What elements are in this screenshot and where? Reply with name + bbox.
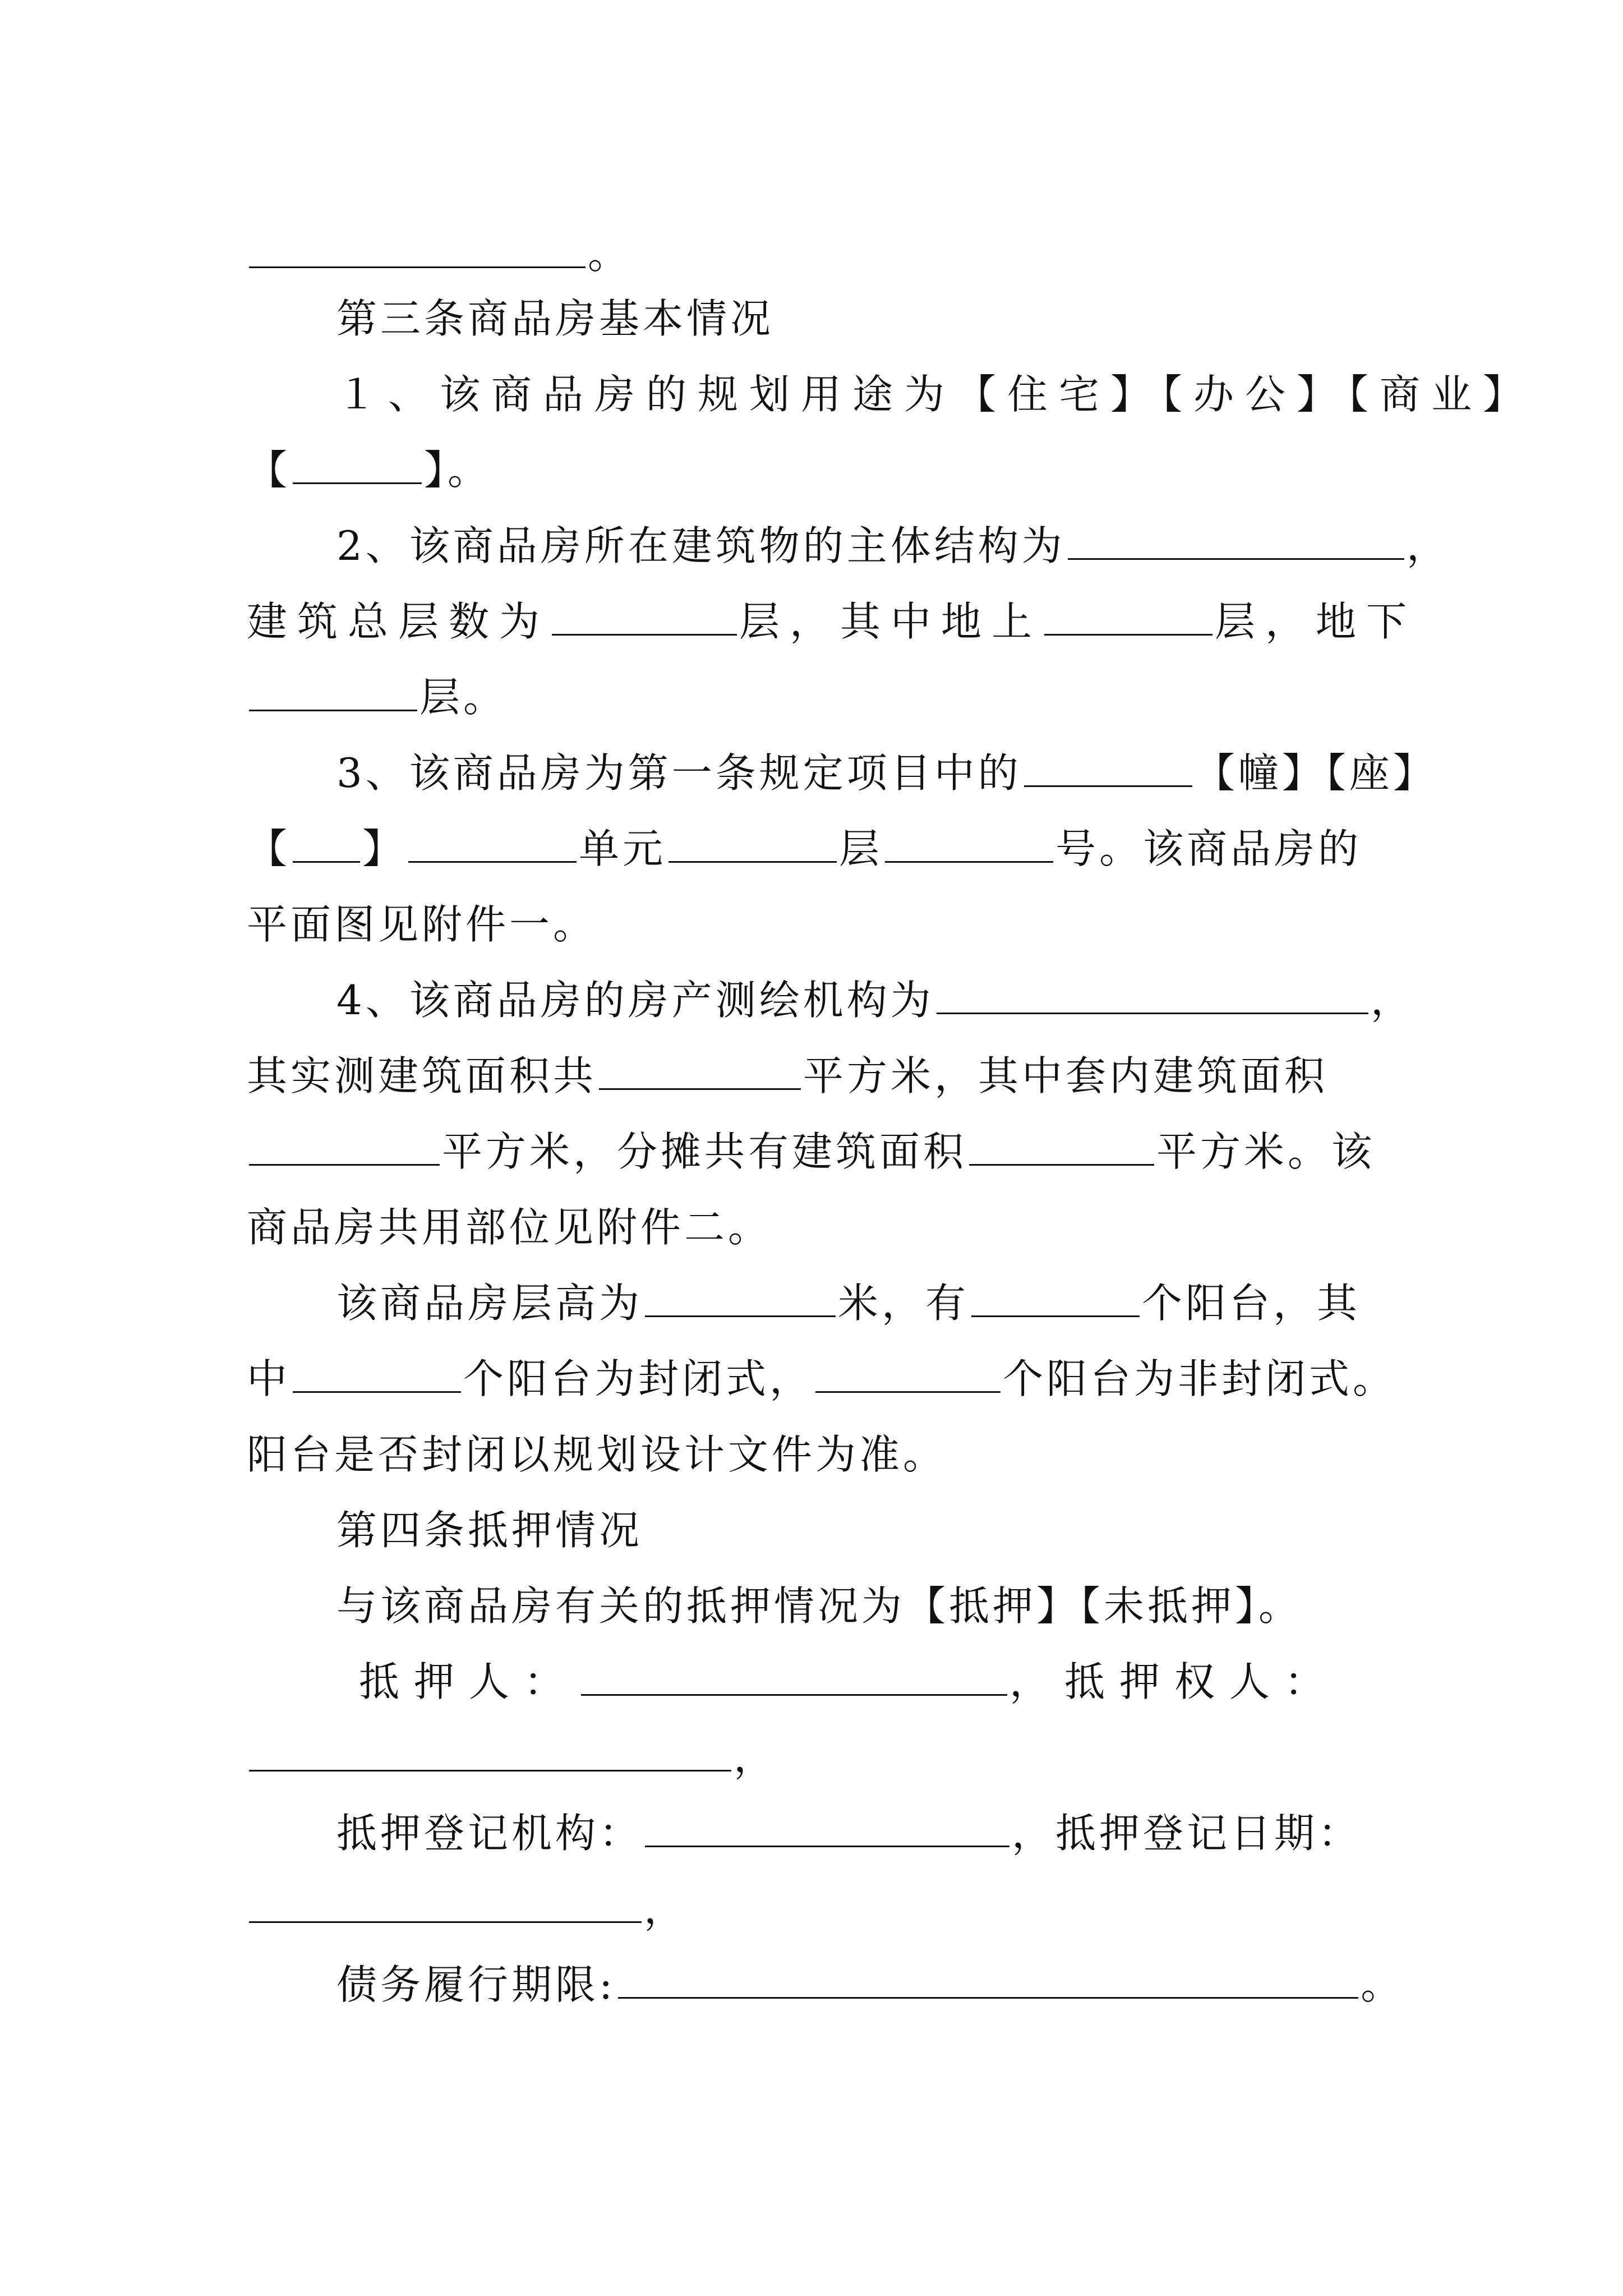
blank-field <box>645 1281 836 1317</box>
blank-field <box>293 448 422 484</box>
mortgage-registration <box>336 1808 1362 1858</box>
text-fragment: 【幢】【座】 <box>1194 749 1437 797</box>
blank-field <box>645 1811 1009 1847</box>
text-fragment: 层，其中地上 <box>739 598 1043 645</box>
blank-field <box>293 826 360 863</box>
clause-2-floors-cont <box>247 672 507 723</box>
blank-field <box>1044 599 1212 636</box>
text-fragment: 【 <box>247 447 291 494</box>
clause-1-usage-cont <box>247 445 491 495</box>
blank-field <box>581 1659 1007 1696</box>
text-fragment: 单元 <box>579 825 667 872</box>
text-fragment: ， <box>734 1734 778 1781</box>
text-fragment: 债务履行期限: <box>336 1961 616 2008</box>
text-fragment: 个阳台为非封闭式。 <box>1003 1355 1397 1402</box>
text-fragment: ，抵押权人： <box>1009 1658 1340 1705</box>
clause-3-floorplan: 平面图见附件一。 <box>247 901 597 948</box>
text-fragment: 】 <box>362 825 407 872</box>
blank-field <box>552 599 737 636</box>
text-fragment: 中 <box>247 1355 291 1402</box>
text-fragment: ， <box>1370 977 1414 1024</box>
clause-2-floors <box>247 596 1417 647</box>
text-fragment: 2、该商品房所在建筑物的主体结构为 <box>336 522 1066 569</box>
text-fragment: 3、该商品房为第一条规定项目中的 <box>336 749 1022 797</box>
clause-4-area <box>247 1051 1328 1101</box>
text-fragment: 个阳台，其 <box>1142 1280 1361 1327</box>
text-fragment: 建筑总层数为 <box>247 598 550 645</box>
text-fragment: ， <box>1406 522 1450 569</box>
text-fragment: ，抵押登记日期： <box>1012 1810 1362 1857</box>
text-fragment: 该商品房层高为 <box>336 1280 643 1327</box>
clause-4-shared-area <box>247 1126 1375 1177</box>
blank-field <box>1068 523 1404 560</box>
text-fragment: ， <box>644 1885 688 1932</box>
text-fragment: 平方米，分摊共有建筑面积 <box>442 1128 967 1175</box>
blank-field <box>249 1129 440 1166</box>
text-fragment: 【 <box>247 825 291 872</box>
text-fragment: 。 <box>588 231 632 278</box>
blank-field <box>971 1281 1140 1317</box>
section-heading-article-3: 第三条商品房基本情况 <box>336 295 774 342</box>
mortgagee-line <box>247 1732 777 1783</box>
text-fragment: 米，有 <box>838 1280 970 1327</box>
blank-field <box>599 1053 801 1090</box>
blank-field <box>937 978 1368 1014</box>
text-fragment: 抵押登记机构： <box>336 1810 643 1857</box>
debt-term <box>336 1959 1404 2010</box>
blank-field <box>249 675 417 711</box>
mortgage-parties <box>359 1657 1339 1707</box>
clause-3-location <box>336 748 1437 798</box>
text-fragment: 号。该商品房的 <box>1055 825 1362 872</box>
blank-field <box>249 232 585 268</box>
text-fragment: 个阳台为封闭式， <box>463 1355 814 1402</box>
text-fragment: 平方米，其中套内建筑面积 <box>803 1052 1329 1099</box>
clause-4-balcony <box>247 1354 1396 1404</box>
clause-4-common-parts: 商品房共用部位见附件二。 <box>247 1204 772 1251</box>
clause-3-unit <box>247 823 1362 874</box>
blank-field <box>885 826 1053 863</box>
text-fragment: 层 <box>839 825 883 872</box>
text-fragment: 层。 <box>419 674 508 721</box>
text-fragment: 】。 <box>424 447 492 494</box>
text-fragment: 4、该商品房的房产测绘机构为 <box>336 977 934 1024</box>
registration-date-line <box>247 1884 688 1934</box>
text-fragment: 其实测建筑面积共 <box>247 1052 597 1099</box>
clause-1-usage: １、该商品房的规划用途为【住宅】【办公】【商业】 <box>336 371 1535 418</box>
text-fragment: 平方米。该 <box>1156 1128 1376 1175</box>
mortgage-status: 与该商品房有关的抵押情况为【抵押】【未抵押】。 <box>336 1582 1303 1630</box>
blank-field <box>1024 751 1192 787</box>
blank-field <box>969 1129 1154 1166</box>
text-fragment: 抵押人： <box>359 1658 579 1705</box>
clause-4-height <box>336 1278 1361 1328</box>
clause-4-surveyor <box>336 975 1414 1025</box>
text-fragment: 层，地下 <box>1215 598 1417 645</box>
fill-line-1 <box>247 229 631 279</box>
blank-field <box>408 826 577 863</box>
blank-field <box>815 1356 1000 1393</box>
section-heading-article-4: 第四条抵押情况 <box>336 1507 643 1554</box>
clause-2-structure <box>336 521 1450 571</box>
blank-field <box>249 1735 731 1772</box>
clause-4-balcony-note: 阳台是否封闭以规划设计文件为准。 <box>247 1431 947 1478</box>
blank-field <box>618 1962 1358 1999</box>
blank-field <box>668 826 837 863</box>
blank-field <box>249 1887 642 1923</box>
blank-field <box>293 1356 461 1393</box>
text-fragment: 。 <box>1361 1961 1405 2008</box>
